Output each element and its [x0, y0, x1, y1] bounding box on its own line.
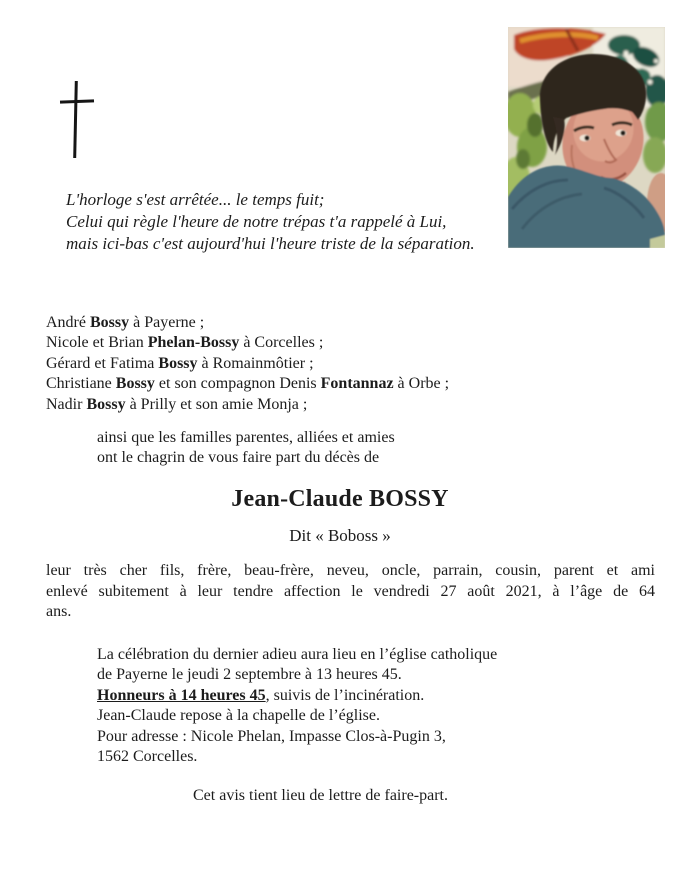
ceremony-details: [97, 645, 497, 767]
intro-line: ont le chagrin de vous faire part du décès de: [97, 449, 380, 467]
cross-icon: [58, 80, 100, 162]
intro-line: ainsi que les familles parentes, alliées et amies: [97, 429, 395, 446]
tribute-paragraph: [46, 561, 655, 623]
quote-line: Celui qui règle l'heure de notre trépas t'a rappelé à Lui,: [66, 212, 447, 231]
ceremony-line: de Payerne le jeudi 2 septembre à 13 heures 45.: [97, 666, 402, 684]
ceremony-line: Pour adresse : Nicole Phelan, Impasse Clos-à-Pugin 3,: [97, 727, 446, 745]
family-member-line: André Bossy à Payerne ;: [46, 314, 205, 331]
portrait-photo: [508, 27, 665, 248]
tribute-line: leur très cher fils, frère, beau-frère, neveu, oncle, parrain, cousin, parent et ami: [46, 562, 655, 579]
ceremony-line: Honneurs à 14 heures 45, suivis de l’incinération.: [97, 686, 425, 704]
cross-horizontal-bar: [60, 99, 94, 103]
ceremony-line: Jean-Claude repose à la chapelle de l’église.: [97, 707, 380, 725]
quote-line: mais ici-bas c'est aujourd'hui l'heure triste de la séparation.: [66, 234, 475, 253]
deceased-nickname: Dit « Boboss »: [289, 526, 391, 545]
quote-line: L'horloge s'est arrêtée... le temps fuit;: [66, 190, 325, 209]
ceremony-line: La célébration du dernier adieu aura lieu en l’église catholique: [97, 646, 498, 663]
memorial-quote: [66, 189, 475, 255]
announcement-intro: [97, 428, 395, 469]
ceremony-line: 1562 Corcelles.: [97, 748, 198, 766]
family-list: [46, 313, 449, 415]
deceased-name: Jean-Claude BOSSY: [231, 486, 449, 512]
tribute-line: enlevé subitement à leur tendre affection le vendredi 27 août 2021, à l’âge de 64: [46, 582, 655, 600]
family-member-line: Christiane Bossy et son compagnon Denis Fontannaz à Orbe ;: [46, 375, 450, 393]
closing-notice: Cet avis tient lieu de lettre de faire-part.: [193, 787, 448, 804]
family-member-line: Gérard et Fatima Bossy à Romainmôtier ;: [46, 354, 314, 372]
cross-vertical-bar: [73, 81, 77, 158]
family-member-line: Nadir Bossy à Prilly et son amie Monja ;: [46, 395, 308, 413]
family-member-line: Nicole et Brian Phelan-Bossy à Corcelles ;: [46, 334, 324, 352]
tribute-line: ans.: [46, 603, 72, 620]
